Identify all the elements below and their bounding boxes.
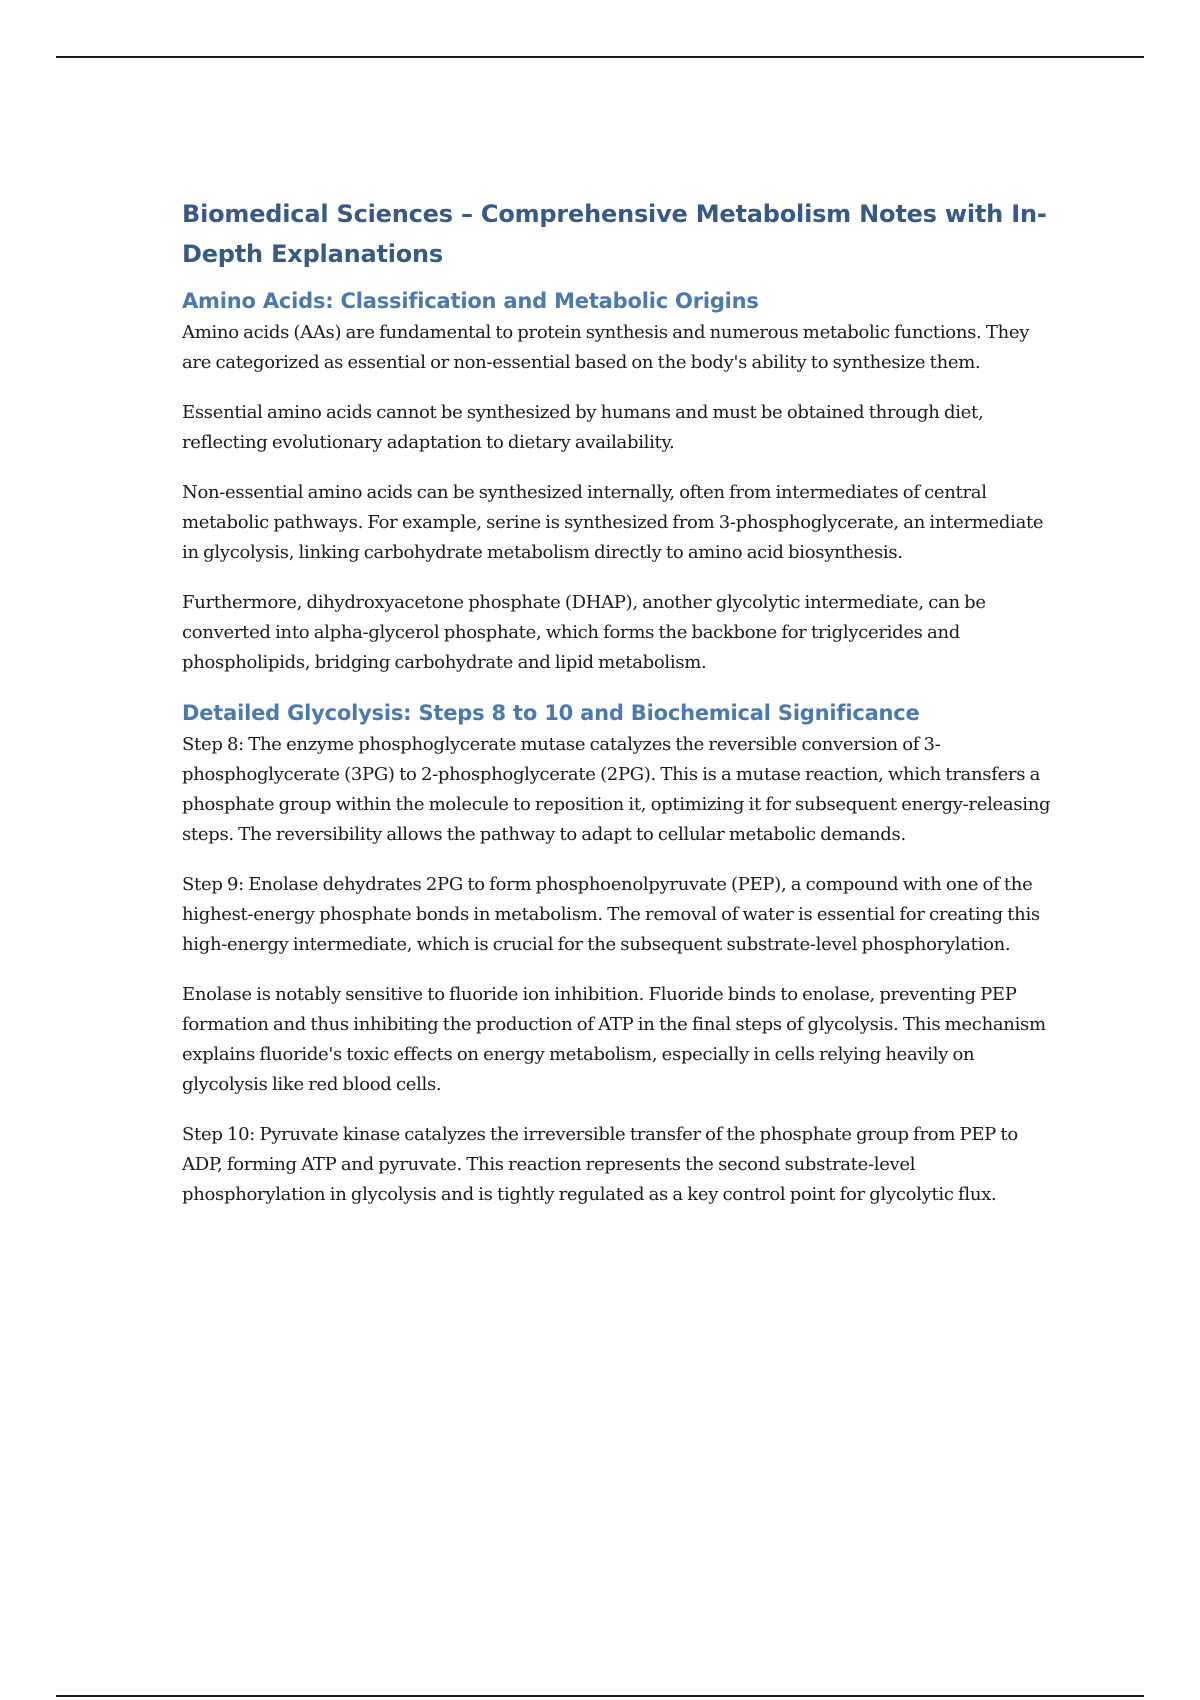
paragraph: Enolase is notably sensitive to fluoride ion inhibition. Fluoride binds to enolase, preventing PEP formation and thus inhibiting the production of ATP in the final steps of glycolysis. This mechanism explains fluoride's toxic effects on energy metabolism, especially in cells relying heavily on glycolysis like red blood cells. [182, 984, 1046, 1095]
section-heading: Amino Acids: Classification and Metabolic Origins [182, 289, 759, 313]
paragraph: Step 9: Enolase dehydrates 2PG to form phosphoenolpyruvate (PEP), a compound with one of the highest-energy phosphate bonds in metabolism. The removal of water is essential for creating this high-energy intermediate, which is crucial for the subsequent substrate-level phosphorylation. [182, 874, 1040, 955]
header-rule [56, 56, 1144, 58]
paragraph: Non-essential amino acids can be synthesized internally, often from intermediates of central metabolic pathways. For example, serine is synthesized from 3-phosphoglycerate, an intermediate in glycolysis, linking carbohydrate metabolism directly to amino acid biosynthesis. [182, 482, 1044, 563]
section-heading: Detailed Glycolysis: Steps 8 to 10 and Biochemical Significance [182, 701, 920, 725]
paragraph: Step 10: Pyruvate kinase catalyzes the irreversible transfer of the phosphate group from PEP to ADP, forming ATP and pyruvate. This reaction represents the second substrate-level phosphorylation in glycolysis and is tightly regulated as a key control point for glycolytic flux. [182, 1124, 1018, 1205]
section-glycolysis [182, 698, 1052, 1210]
footer-rule [56, 1695, 1144, 1697]
paragraph: Furthermore, dihydroxyacetone phosphate (DHAP), another glycolytic intermediate, can be converted into alpha-glycerol phosphate, which forms the backbone for triglycerides and phospholipids, bridging carbohydrate and lipid metabolism. [182, 592, 986, 673]
paragraph: Step 8: The enzyme phosphoglycerate mutase catalyzes the reversible conversion of 3-phosphoglycerate (3PG) to 2-phosphoglycerate (2PG). This is a mutase reaction, which transfers a phosphate group within the molecule to reposition it, optimizing it for subsequent energy-releasing steps. The reversibility allows the pathway to adapt to cellular metabolic demands. [182, 734, 1051, 845]
paragraph: Essential amino acids cannot be synthesized by humans and must be obtained through diet, reflecting evolutionary adaptation to dietary availability. [182, 402, 984, 453]
paragraph: Amino acids (AAs) are fundamental to protein synthesis and numerous metabolic functions. They are categorized as essential or non-essential based on the body's ability to synthesize them. [182, 322, 1030, 373]
document-body [182, 194, 1052, 1230]
document-title: Biomedical Sciences – Comprehensive Metabolism Notes with In-Depth Explanations [182, 200, 1047, 268]
section-amino-acids [182, 286, 1052, 678]
